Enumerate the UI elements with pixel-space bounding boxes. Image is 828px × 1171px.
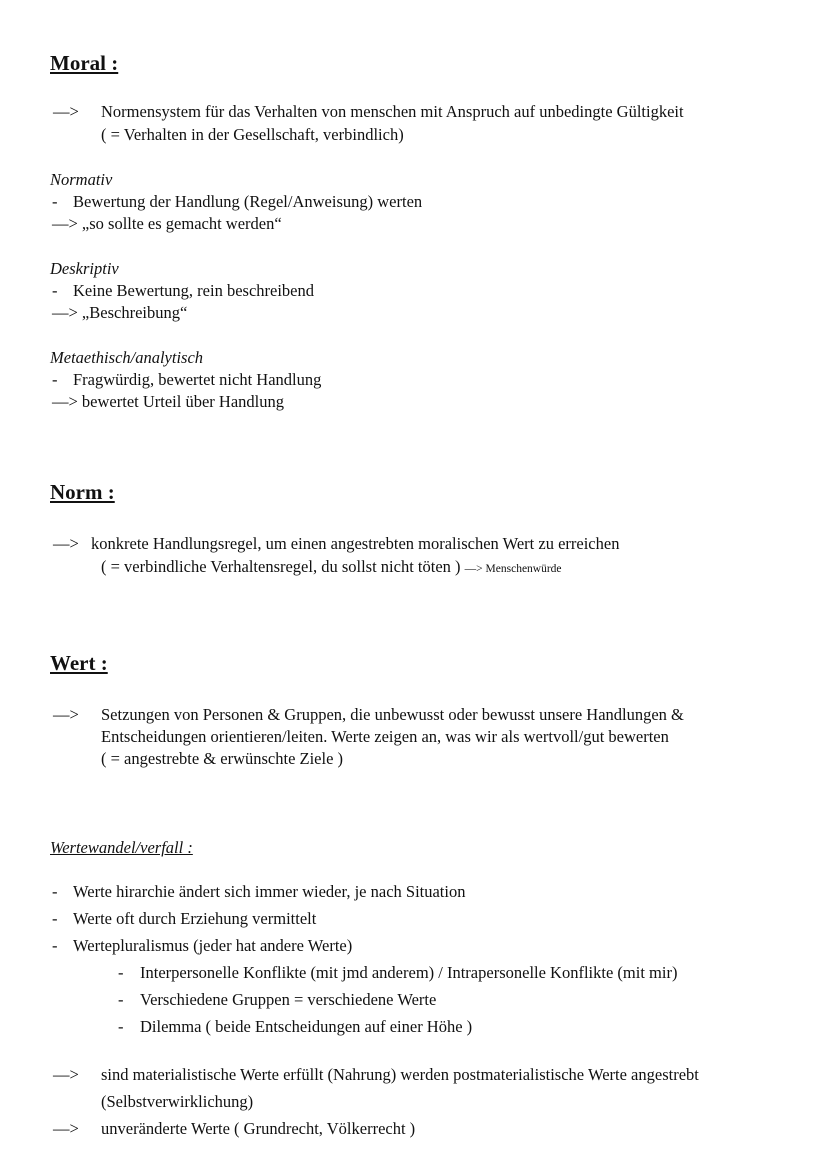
arrow-moral: —>: [53, 102, 79, 121]
norm-note-small: —> Menschenwürde: [464, 563, 562, 575]
bullet-dash: -: [52, 936, 58, 955]
type-bullet-normativ: Bewertung der Handlung (Regel/Anweisung) werten: [73, 192, 423, 211]
arrow-wert: —>: [53, 705, 79, 724]
wertewandel-bullet-3: Wertepluralismus (jeder hat andere Werte): [73, 936, 353, 955]
arrow-norm: —>: [53, 534, 79, 553]
type-arrow-metaethisch: —> bewertet Urteil über Handlung: [52, 392, 284, 411]
type-arrow-normativ: —> „so sollte es gemacht werden“: [52, 214, 282, 233]
norm-note: [101, 556, 562, 580]
wertewandel-bullet-2: Werte oft durch Erziehung vermittelt: [73, 909, 317, 928]
wertewandel-conclusion-line2: (Selbstverwirklichung): [101, 1092, 254, 1111]
bullet-dash: -: [52, 281, 58, 300]
arrow-wertewandel-1: —>: [53, 1065, 79, 1084]
heading-moral: Moral :: [50, 51, 119, 75]
sub-bullet-dash: -: [118, 963, 124, 982]
norm-definition: konkrete Handlungsregel, um einen angestrebten moralischen Wert zu erreichen: [91, 534, 620, 553]
wert-definition-line3: ( = angestrebte & erwünschte Ziele ): [101, 749, 344, 768]
wert-definition-line2: Entscheidungen orientieren/leiten. Werte zeigen an, was wir als wertvoll/gut bewerten: [101, 727, 669, 746]
bullet-dash: -: [52, 192, 58, 211]
bullet-dash: -: [52, 370, 58, 389]
type-arrow-deskriptiv: —> „Beschreibung“: [52, 303, 188, 322]
wertewandel-sub-bullet-2: Verschiedene Gruppen = verschiedene Werte: [140, 990, 437, 1009]
wert-definition-line1: Setzungen von Personen & Gruppen, die unbewusst oder bewusst unsere Handlungen &: [101, 705, 684, 724]
heading-wert: Wert :: [50, 651, 108, 675]
wertewandel-conclusion-2: unveränderte Werte ( Grundrecht, Völkerrecht ): [101, 1119, 416, 1138]
type-title-normativ: Normativ: [50, 170, 113, 189]
moral-definition-note: ( = Verhalten in der Gesellschaft, verbindlich): [101, 125, 404, 144]
type-bullet-deskriptiv: Keine Bewertung, rein beschreibend: [73, 281, 314, 300]
heading-norm: Norm :: [50, 480, 115, 504]
wertewandel-conclusion-line1: sind materialistische Werte erfüllt (Nahrung) werden postmaterialistische Werte angestrebt: [101, 1065, 699, 1084]
heading-wertewandel: Wertewandel/verfall :: [50, 838, 193, 857]
wertewandel-sub-bullet-1: Interpersonelle Konflikte (mit jmd anderem) / Intrapersonelle Konflikte (mit mir): [140, 963, 678, 982]
arrow-wertewandel-2: —>: [53, 1119, 79, 1138]
moral-definition: Normensystem für das Verhalten von menschen mit Anspruch auf unbedingte Gültigkeit: [101, 102, 684, 121]
bullet-dash: -: [52, 882, 58, 901]
sub-bullet-dash: -: [118, 990, 124, 1009]
wertewandel-bullet-1: Werte hirarchie ändert sich immer wieder, je nach Situation: [73, 882, 466, 901]
type-title-deskriptiv: Deskriptiv: [50, 259, 119, 278]
bullet-dash: -: [52, 909, 58, 928]
type-title-metaethisch: Metaethisch/analytisch: [50, 348, 204, 367]
norm-note-text: ( = verbindliche Verhaltensregel, du sollst nicht töten ): [101, 557, 461, 576]
wertewandel-sub-bullet-3: Dilemma ( beide Entscheidungen auf einer Höhe ): [140, 1017, 473, 1036]
type-bullet-metaethisch: Fragwürdig, bewertet nicht Handlung: [73, 370, 322, 389]
sub-bullet-dash: -: [118, 1017, 124, 1036]
